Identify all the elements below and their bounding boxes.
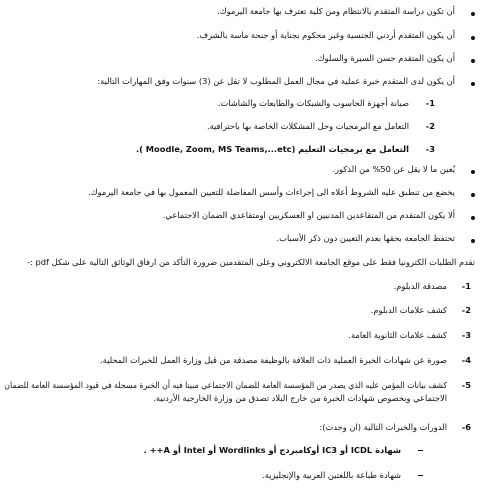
- skill-text: التعامل مع البرمجيات وحل المشكلات الخاصة بها باحترافية.: [206, 121, 409, 131]
- bullet-icon: [471, 82, 475, 86]
- condition-text: أن يكون لدى المتقدم خبرة عملية في مجال العمل المطلوب لا تقل عن (3) سنوات وفق المهارات التالية:: [97, 76, 455, 86]
- document-text: كشف علامات الدبلوم.: [370, 305, 447, 315]
- document-number: 3-: [461, 330, 471, 340]
- document-text: كشف علامات الثانوية العامة.: [348, 330, 447, 340]
- condition-text: يخضع من تنطبق عليه الشروط أعلاه الى إجراءات وأسس المفاضلة للتعيين المعمول بها في جامعة اليرموك.: [88, 187, 455, 197]
- condition-text: ألا يكون المتقدم من المتقاعدين المدنيين او العسكريين اومتقاعدي الضمان الاجتماعي.: [162, 210, 455, 220]
- document-text: كشف بيانات المؤمن عليه الذي يصدر من المؤسسة العامة للضمان الاجتماعي مبينا فيه أن الخبرة مسجلة في قيود المؤسسة العامة للضمان: [4, 380, 447, 390]
- document-text: الدورات والخبرات التالية (ان وجدت):: [319, 422, 447, 432]
- document-text: صورة عن شهادات الخبرة العملية ذات العلاقة بالوظيفة مصدقة من قبل وزارة العمل للخبرات المحلية.: [99, 355, 447, 365]
- bullet-icon: [471, 170, 475, 174]
- bullet-icon: [471, 36, 475, 40]
- document-number: 2-: [461, 305, 471, 315]
- course-text: شهادة طباعة باللغتين العربية والإنجليزية.: [262, 470, 401, 480]
- document-text: مصدقة الدبلوم.: [393, 281, 447, 291]
- course-text: شهادة ICDL أو IC3 أوكامبردج أو Wordlinks أو Intel أو A++ .: [143, 445, 401, 455]
- skill-text: صيانة أجهزة الحاسوب والشبكات والطابعات والشاشات.: [217, 98, 409, 108]
- dash-icon: [418, 475, 423, 476]
- skill-text: التعامل مع برمجيات التعليم (Moodle, Zoom, MS Teams,...etc ).: [135, 144, 409, 154]
- condition-text: أن يكون المتقدم أردني الجنسية وغير محكوم بجناية أو جنحة ماسة بالشرف.: [196, 30, 455, 40]
- skill-number: 1-: [425, 98, 435, 108]
- document-text-continued: الاجتماعي وبخصوص شهادات الخبرة من خارج البلاد تصدق من وزارة الخارجية الأردنية.: [153, 393, 447, 403]
- skill-number: 2-: [425, 121, 435, 131]
- document-number: 1-: [461, 281, 471, 291]
- skill-number: 3-: [425, 144, 435, 154]
- condition-text: تحتفظ الجامعة بحقها بعدم التعيين دون ذكر الأسباب.: [276, 233, 455, 243]
- documents-intro: تقدم الطلبات الكترونيا فقط على موقع الجامعة الالكتروني وعلى المتقدمين ضرورة التأكد من ارفاق الوثائق التالية على شكل pdf :-: [27, 257, 475, 267]
- bullet-icon: [471, 216, 475, 220]
- dash-icon: [418, 450, 423, 451]
- bullet-icon: [471, 193, 475, 197]
- condition-text: يُعين ما لا يقل عن 50% من الذكور.: [332, 164, 455, 174]
- condition-text: أن يكون المتقدم حسن السيرة والسلوك.: [315, 53, 455, 63]
- document-number: 5-: [461, 380, 471, 390]
- bullet-icon: [471, 12, 475, 16]
- document-number: 6-: [461, 422, 471, 432]
- condition-text: أن تكون دراسة المتقدم بالانتظام ومن كلية تعترف بها جامعة اليرموك.: [217, 6, 455, 16]
- bullet-icon: [471, 239, 475, 243]
- document-number: 4-: [461, 355, 471, 365]
- bullet-icon: [471, 59, 475, 63]
